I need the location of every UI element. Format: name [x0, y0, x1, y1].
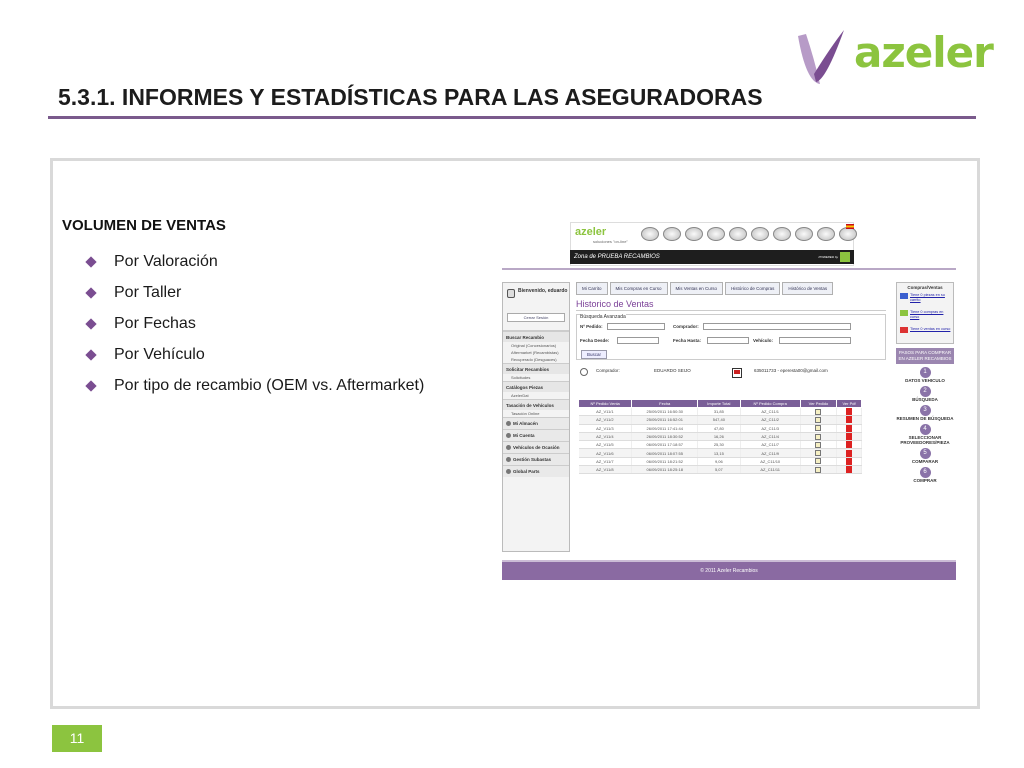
- pdf-icon[interactable]: [846, 450, 852, 457]
- table-cell: AZ_C11/1: [740, 408, 800, 416]
- table-cell: AZ_V11/2: [579, 416, 632, 424]
- spanish-flag-icon[interactable]: [846, 224, 854, 229]
- step-label: DATOS VEHICULO: [905, 378, 945, 383]
- vehiculo-input[interactable]: [779, 337, 851, 344]
- powered-by: POWERED by: [818, 250, 850, 264]
- bullet-item: [84, 370, 424, 401]
- edit-order-icon[interactable]: [815, 409, 821, 415]
- tab-ventas-en-curso[interactable]: Mis Ventas en Curso: [670, 282, 724, 295]
- car-brand-icon[interactable]: [641, 227, 659, 241]
- table-cell: 06/09/2011 18:25:18: [632, 466, 698, 474]
- cart-icon: [900, 293, 908, 299]
- comprador-input[interactable]: [703, 323, 851, 330]
- expand-icon: [506, 421, 511, 426]
- table-row: [579, 424, 862, 432]
- diamond-bullet-icon: [85, 318, 96, 329]
- table-row: [579, 457, 862, 465]
- view-pdf-cell: [837, 441, 862, 449]
- edit-order-icon[interactable]: [815, 417, 821, 423]
- column-header: Importe Total: [698, 400, 740, 408]
- view-pdf-cell: [837, 424, 862, 432]
- tab-historico-compras[interactable]: Histórico de Compras: [725, 282, 780, 295]
- section-heading: VOLUMEN DE VENTAS: [62, 217, 226, 234]
- buyer-contact: 635011733 - eperesta00@gmail.com: [754, 368, 828, 373]
- menu-item[interactable]: Original (Concesionarios): [511, 343, 557, 348]
- comprador-label: Comprador:: [673, 324, 699, 329]
- car-brand-icon[interactable]: [685, 227, 703, 241]
- table-cell: AZ_V11/7: [579, 457, 632, 465]
- view-order-cell: [800, 457, 836, 465]
- powered-logo-icon: [840, 252, 850, 262]
- bullet-item: [84, 339, 424, 370]
- menu-item[interactable]: Solicitudes: [511, 375, 531, 380]
- slide-title: 5.3.1. INFORMES Y ESTADÍSTICAS PARA LAS ASEGURADORAS: [58, 84, 763, 110]
- column-header: Ver Pdf: [837, 400, 862, 408]
- table-cell: 26/09/2011 18:30:52: [632, 432, 698, 440]
- bullet-list: [84, 246, 424, 401]
- fecha-hasta-label: Fecha Hasta:: [673, 338, 702, 343]
- bullet-item: [84, 277, 424, 308]
- step-item: [896, 424, 954, 445]
- step-item: [896, 386, 954, 402]
- table-row: [579, 466, 862, 474]
- tab-bar: [572, 282, 890, 295]
- car-brand-icon[interactable]: [663, 227, 681, 241]
- search-legend: Búsqueda Avanzada: [580, 314, 626, 320]
- table-cell: AZ_C11/10: [740, 457, 800, 465]
- cart-link[interactable]: Tiene 0 piezas en su carrito: [900, 293, 953, 303]
- buyer-name: EDUARDO SEIJO: [654, 368, 691, 373]
- pdf-icon[interactable]: [846, 416, 852, 423]
- car-brand-icon[interactable]: [729, 227, 747, 241]
- zone-label: Zona de PRUEBA RECAMBIOS: [574, 254, 660, 260]
- step-number: 4: [920, 424, 931, 435]
- advanced-search-box: [576, 314, 886, 360]
- step-label: SELECCIONAR PROVEEDORES/PIEZA: [900, 435, 950, 445]
- step-number: 6: [920, 467, 931, 478]
- expand-icon: [506, 433, 511, 438]
- left-sidebar: [502, 282, 570, 552]
- pdf-icon[interactable]: [846, 425, 852, 432]
- edit-order-icon[interactable]: [815, 434, 821, 440]
- edit-order-icon[interactable]: [815, 450, 821, 456]
- table-cell: 16,26: [698, 432, 740, 440]
- search-button[interactable]: Buscar: [581, 350, 607, 359]
- compras-ventas-title: Compras/Ventas: [907, 285, 943, 290]
- title-divider: [48, 116, 976, 119]
- column-header: Nº Pedido Venta: [579, 400, 632, 408]
- table-cell: AZ_V11/4: [579, 432, 632, 440]
- table-cell: 25/09/2011 16:52:01: [632, 416, 698, 424]
- step-item: [896, 405, 954, 421]
- car-brand-icon[interactable]: [795, 227, 813, 241]
- menu-section-title: Tasación de Vehículos: [503, 399, 569, 410]
- step-item: [896, 448, 954, 464]
- step-label: COMPARAR: [911, 459, 939, 464]
- pdf-icon[interactable]: [846, 458, 852, 465]
- view-order-cell: [800, 408, 836, 416]
- step-label: COMPRAR: [913, 478, 937, 483]
- table-cell: 06/09/2011 17:18:57: [632, 441, 698, 449]
- menu-group[interactable]: Mi Cuenta: [503, 429, 569, 441]
- bullet-text: Por Vehículo: [114, 345, 205, 363]
- bullet-text: Por Taller: [114, 283, 182, 301]
- table-cell: AZ_C11/4: [740, 432, 800, 440]
- table-row: [579, 449, 862, 457]
- buyer-label: Comprador:: [596, 368, 620, 373]
- buyer-row: [572, 364, 890, 382]
- table-cell: 5,07: [698, 466, 740, 474]
- lock-icon: [507, 289, 515, 298]
- table-cell: AZ_V11/5: [579, 441, 632, 449]
- table-header-row: [579, 400, 862, 408]
- view-order-cell: [800, 424, 836, 432]
- app-brand: azeler: [575, 226, 607, 238]
- header-divider: [502, 268, 956, 270]
- compras-link[interactable]: Tiene 0 compras en curso: [900, 310, 953, 320]
- search-magnifier-icon[interactable]: [580, 368, 588, 376]
- tab-mi-carrito[interactable]: Mi Carrito: [576, 282, 608, 295]
- table-cell: AZ_V11/1: [579, 408, 632, 416]
- bullet-item: [84, 308, 424, 339]
- diamond-bullet-icon: [85, 287, 96, 298]
- view-pdf-cell: [837, 432, 862, 440]
- tab-compras-en-curso[interactable]: Mis Compras en Curso: [610, 282, 668, 295]
- edit-order-icon[interactable]: [815, 442, 821, 448]
- diamond-bullet-icon: [85, 380, 96, 391]
- table-row: [579, 408, 862, 416]
- steps-header: PASOS PARA COMPRAR EN AZELER RECAMBIOS: [896, 348, 954, 364]
- view-order-cell: [800, 449, 836, 457]
- table-cell: AZ_C11/2: [740, 416, 800, 424]
- step-item: [896, 367, 954, 383]
- column-header: Ver Pedido: [800, 400, 836, 408]
- expand-icon: [506, 457, 511, 462]
- table-cell: 06/09/2011 18:07:55: [632, 449, 698, 457]
- edit-order-icon[interactable]: [815, 425, 821, 431]
- view-order-cell: [800, 416, 836, 424]
- menu-group[interactable]: Gestión Subastas: [503, 453, 569, 465]
- bullet-text: Por tipo de recambio (OEM vs. Aftermarket): [114, 376, 425, 394]
- fecha-desde-input[interactable]: [617, 337, 659, 344]
- view-order-cell: [800, 432, 836, 440]
- vehiculo-label: Vehículo:: [753, 338, 774, 343]
- pedido-label: Nº Pedido:: [580, 324, 603, 329]
- ventas-link[interactable]: Tiene 0 ventas en curso: [900, 327, 950, 333]
- edit-order-icon[interactable]: [815, 467, 821, 473]
- table-cell: AZ_V11/6: [579, 449, 632, 457]
- computer-icon: [732, 368, 742, 378]
- embedded-app-screenshot: [500, 222, 956, 580]
- table-cell: AZ_C11/3: [740, 424, 800, 432]
- step-number: 1: [920, 367, 931, 378]
- table-cell: 25,30: [698, 441, 740, 449]
- table-cell: 31,85: [698, 408, 740, 416]
- menu-item[interactable]: Recuperado (Desguaces): [511, 357, 557, 362]
- table-cell: 13,15: [698, 449, 740, 457]
- menu-item[interactable]: Aftermarket (Recambistas): [511, 350, 559, 355]
- column-header: Nº Pedido Compra: [740, 400, 800, 408]
- diamond-bullet-icon: [85, 349, 96, 360]
- menu-section-title: Buscar Recambio: [503, 331, 569, 342]
- table-cell: 06/09/2011 18:21:52: [632, 457, 698, 465]
- menu-section-title: Solicitar Recambios: [503, 363, 569, 374]
- view-pdf-cell: [837, 466, 862, 474]
- menu-item[interactable]: Tasación Online: [511, 411, 540, 416]
- sales-table-body: [579, 408, 862, 474]
- view-order-cell: [800, 441, 836, 449]
- app-footer: © 2011 Azeler Recambios: [502, 560, 956, 580]
- bullet-text: Por Valoración: [114, 252, 218, 270]
- bullet-text: Por Fechas: [114, 314, 196, 332]
- table-cell: AZ_C11/11: [740, 466, 800, 474]
- page-number: 11: [52, 725, 102, 752]
- menu-section-title: Catálogos Piezas: [503, 381, 569, 392]
- car-brand-icon[interactable]: [707, 227, 725, 241]
- fecha-hasta-input[interactable]: [707, 337, 749, 344]
- view-pdf-cell: [837, 408, 862, 416]
- azeler-v-mark-icon: [792, 22, 856, 92]
- tab-historico-ventas[interactable]: Histórico de Ventas: [782, 282, 833, 295]
- table-row: [579, 416, 862, 424]
- step-item: [896, 467, 954, 483]
- expand-icon: [506, 445, 511, 450]
- welcome-box: [503, 283, 569, 331]
- arrow-left-icon: [900, 327, 908, 333]
- zone-bar: [570, 250, 854, 264]
- car-brand-icon[interactable]: [839, 227, 857, 241]
- title-divider: [576, 310, 886, 311]
- table-cell: 9,06: [698, 457, 740, 465]
- pedido-input[interactable]: [607, 323, 665, 330]
- menu-group[interactable]: Mi Almacén: [503, 417, 569, 429]
- welcome-text: Bienvenido, eduardo: [518, 288, 568, 294]
- view-pdf-cell: [837, 457, 862, 465]
- table-row: [579, 441, 862, 449]
- column-header: Fecha: [632, 400, 698, 408]
- view-pdf-cell: [837, 416, 862, 424]
- app-tagline: soluciones "on-line": [593, 239, 628, 244]
- pdf-icon[interactable]: [846, 408, 852, 415]
- step-number: 5: [920, 448, 931, 459]
- table-cell: AZ_V11/3: [579, 424, 632, 432]
- logout-button[interactable]: Cerrar Sesión: [507, 313, 565, 322]
- fecha-desde-label: Fecha Desde:: [580, 338, 610, 343]
- step-label: BÚSQUEDA: [912, 397, 938, 402]
- car-brand-logos: [641, 227, 857, 241]
- page-title: Historico de Ventas: [576, 299, 654, 309]
- arrow-right-icon: [900, 310, 908, 316]
- car-brand-icon[interactable]: [773, 227, 791, 241]
- menu-group[interactable]: Vehículos de Ocasión: [503, 441, 569, 453]
- expand-icon: [506, 469, 511, 474]
- compras-ventas-box: [896, 282, 954, 344]
- pdf-icon[interactable]: [846, 466, 852, 473]
- table-cell: AZ_C11/7: [740, 441, 800, 449]
- step-number: 3: [920, 405, 931, 416]
- car-brand-icon[interactable]: [751, 227, 769, 241]
- right-sidebar: [896, 282, 954, 552]
- azeler-logo: [792, 22, 993, 98]
- bullet-item: [84, 246, 424, 277]
- edit-order-icon[interactable]: [815, 458, 821, 464]
- table-row: [579, 432, 862, 440]
- table-cell: AZ_C11/9: [740, 449, 800, 457]
- table-cell: 47,80: [698, 424, 740, 432]
- car-brand-icon[interactable]: [817, 227, 835, 241]
- view-pdf-cell: [837, 449, 862, 457]
- sales-table: [578, 399, 862, 474]
- steps-list: [896, 367, 954, 483]
- table-cell: 547,40: [698, 416, 740, 424]
- table-cell: 25/09/2011 16:50:30: [632, 408, 698, 416]
- step-label: RESUMEN DE BÚSQUEDA: [896, 416, 954, 421]
- table-cell: 26/09/2011 17:41:44: [632, 424, 698, 432]
- menu-group[interactable]: Global Parts: [503, 465, 569, 477]
- pdf-icon[interactable]: [846, 433, 852, 440]
- view-order-cell: [800, 466, 836, 474]
- diamond-bullet-icon: [85, 256, 96, 267]
- menu-item[interactable]: AzelerDat: [511, 393, 529, 398]
- step-number: 2: [920, 386, 931, 397]
- pdf-icon[interactable]: [846, 441, 852, 448]
- table-cell: AZ_V11/8: [579, 466, 632, 474]
- logo-word: azeler: [854, 28, 993, 77]
